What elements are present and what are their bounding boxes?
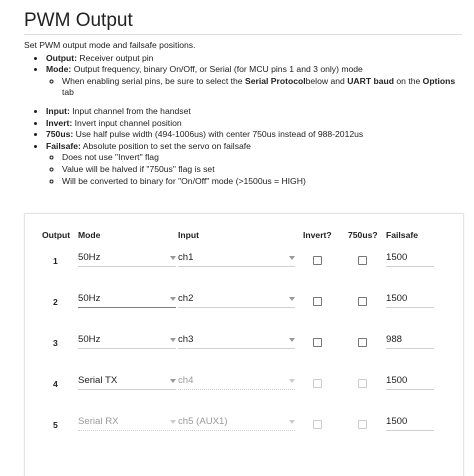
chevron-down-icon <box>170 256 176 260</box>
750us-checkbox <box>358 379 367 388</box>
field-help-list <box>24 53 464 99</box>
header-failsafe: Failsafe <box>386 230 419 240</box>
mode-value: Serial RX <box>78 416 119 427</box>
description <box>24 40 464 187</box>
help-failsafe-note-3: ◦ Will be converted to binary for "On/Off" mode (>1500us = HIGH) <box>62 176 464 188</box>
input-value: ch1 <box>178 252 194 263</box>
chevron-down-icon <box>289 256 295 260</box>
invert-checkbox[interactable] <box>313 256 322 265</box>
input-select <box>178 375 295 390</box>
failsafe-value: 1500 <box>386 293 408 304</box>
mode-value: 50Hz <box>78 334 101 345</box>
input-value: ch3 <box>178 334 194 345</box>
failsafe-input[interactable] <box>386 375 434 390</box>
failsafe-value: 988 <box>386 334 403 345</box>
output-number: 5 <box>53 420 58 430</box>
help-mode: • Mode: Output frequency, binary On/Off, or Serial (for MCU pins 1 and 3 only) mode ◦ When enabling serial pins, be sure to select the Serial Protocolbelow and UART baud on the Options tab <box>46 64 464 99</box>
chevron-down-icon <box>289 338 295 342</box>
failsafe-input[interactable] <box>386 252 434 267</box>
help-failsafe: • Failsafe: Absolute position to set the servo on failsafe ◦ Does not use "Invert" flag ◦ Value will be halved if "750us" flag is set ◦ Will be converted to binary for "On/Off" mode (>1500us = HIGH) <box>46 141 464 187</box>
failsafe-input[interactable] <box>386 334 434 349</box>
header-750us: 750us? <box>348 230 378 240</box>
chevron-down-icon <box>170 338 176 342</box>
750us-checkbox[interactable] <box>358 256 367 265</box>
input-select[interactable] <box>178 252 295 267</box>
output-number: 3 <box>53 338 58 348</box>
mode-value: 50Hz <box>78 252 101 263</box>
header-output: Output <box>42 230 71 240</box>
help-failsafe-note-2: ◦ Value will be halved if "750us" flag is set <box>62 164 464 176</box>
output-number: 2 <box>53 297 58 307</box>
invert-checkbox[interactable] <box>313 297 322 306</box>
failsafe-value: 1500 <box>386 416 408 427</box>
mode-select[interactable] <box>78 252 176 267</box>
chevron-down-icon <box>170 420 176 424</box>
header-invert: Invert? <box>303 230 332 240</box>
input-select[interactable] <box>178 334 295 349</box>
mode-value: 50Hz <box>78 293 101 304</box>
help-mode-serial-note: ◦ When enabling serial pins, be sure to select the Serial Protocolbelow and UART baud on the Options tab <box>62 76 464 99</box>
help-750us: • 750us: Use half pulse width (494-1006us) with center 750us instead of 988-2012us <box>46 129 464 141</box>
chevron-down-icon <box>289 379 295 383</box>
mode-select[interactable] <box>78 334 176 349</box>
help-invert: • Invert: Invert input channel position <box>46 118 464 130</box>
input-value: ch5 (AUX1) <box>178 416 228 427</box>
mode-select[interactable] <box>78 375 176 390</box>
chevron-down-icon <box>170 297 176 301</box>
invert-checkbox <box>313 379 322 388</box>
mode-value: Serial TX <box>78 375 118 386</box>
750us-checkbox <box>358 420 367 429</box>
page-title: PWM Output <box>24 10 133 31</box>
750us-checkbox[interactable] <box>358 338 367 347</box>
help-input: • Input: Input channel from the handset <box>46 106 464 118</box>
failsafe-value: 1500 <box>386 375 408 386</box>
help-output: • Output: Receiver output pin <box>46 53 464 65</box>
header-mode: Mode <box>78 230 101 240</box>
invert-checkbox <box>313 420 322 429</box>
input-select <box>178 416 295 431</box>
chevron-down-icon <box>289 420 295 424</box>
input-value: ch2 <box>178 293 194 304</box>
mode-select[interactable] <box>78 293 176 308</box>
chevron-down-icon <box>170 379 176 383</box>
input-value: ch4 <box>178 375 194 386</box>
chevron-down-icon <box>289 297 295 301</box>
mode-select <box>78 416 176 431</box>
failsafe-value: 1500 <box>386 252 408 263</box>
help-failsafe-note-1: ◦ Does not use "Invert" flag <box>62 152 464 164</box>
invert-checkbox[interactable] <box>313 338 322 347</box>
750us-checkbox[interactable] <box>358 297 367 306</box>
output-number: 4 <box>53 379 58 389</box>
field-help-list-2 <box>24 106 464 187</box>
input-select[interactable] <box>178 293 295 308</box>
failsafe-input[interactable] <box>386 416 434 431</box>
failsafe-input[interactable] <box>386 293 434 308</box>
title-divider <box>24 34 462 35</box>
intro-text: Set PWM output mode and failsafe positions. <box>24 40 196 50</box>
header-input: Input <box>178 230 199 240</box>
output-number: 1 <box>53 256 58 266</box>
